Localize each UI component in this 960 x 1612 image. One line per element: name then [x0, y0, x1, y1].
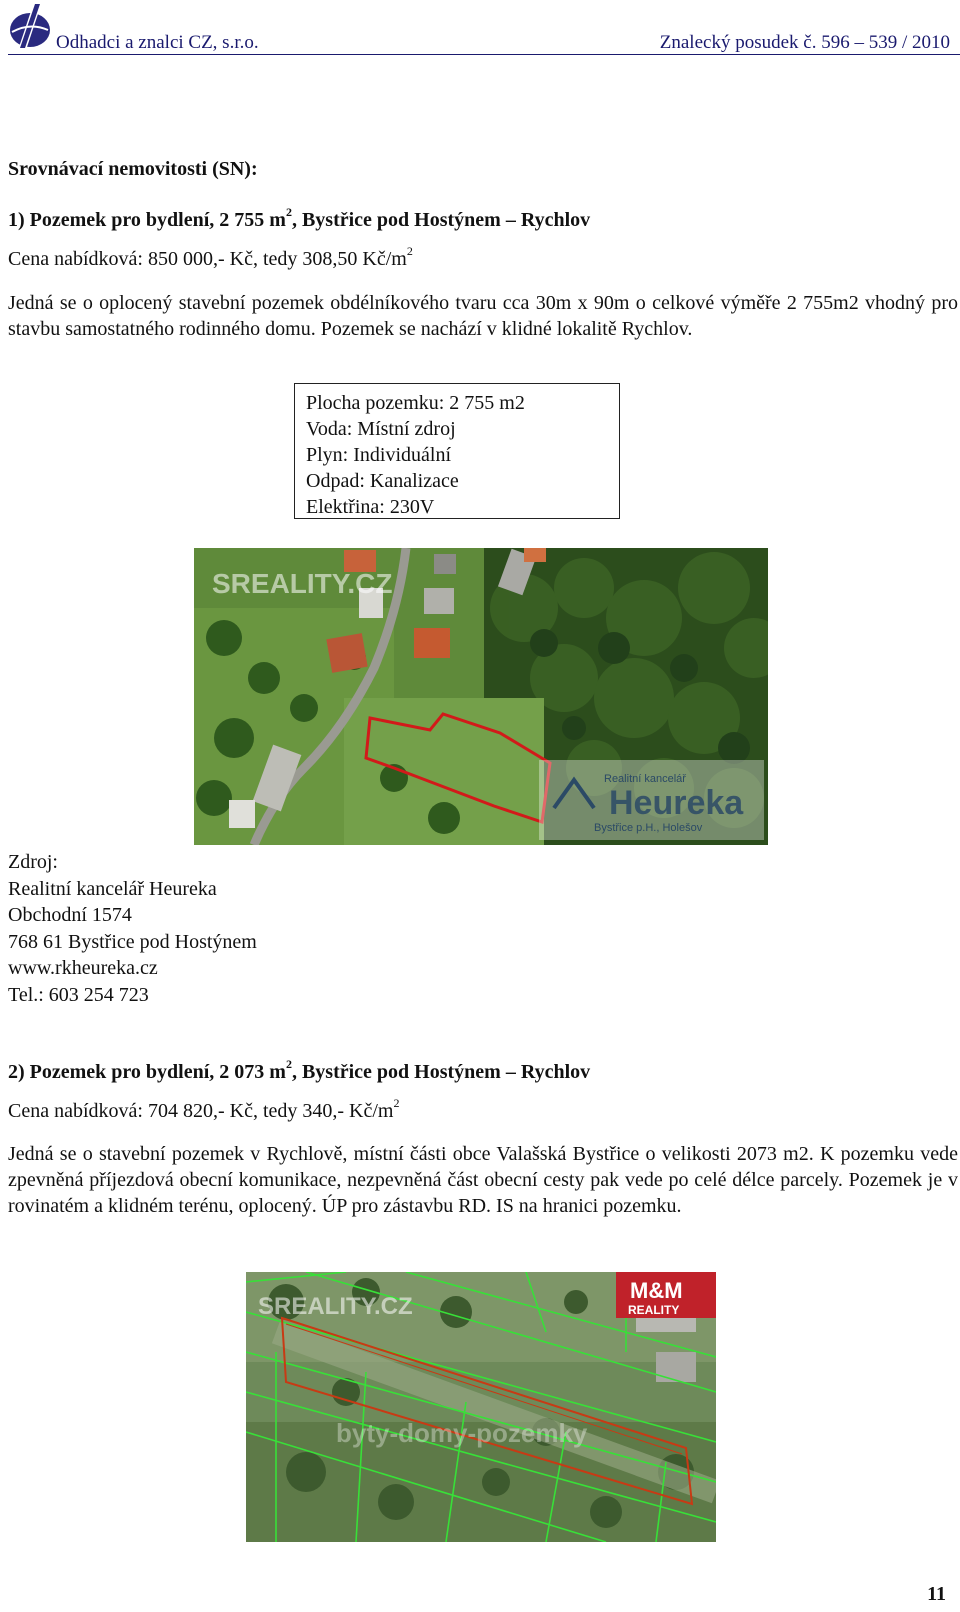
photo1-logo-sub: Bystřice p.H., Holešov	[594, 822, 703, 834]
infobox-gas: Plyn: Individuální	[306, 444, 451, 466]
page-number: 11	[927, 1583, 946, 1605]
section-title: Srovnávací nemovitosti (SN):	[8, 158, 258, 180]
company-logo-icon	[8, 0, 52, 52]
source-website: www.rkheureka.cz	[8, 957, 158, 979]
photo1-logo-main: Heureka	[609, 784, 744, 822]
report-number: Znalecký posudek č. 596 – 539 / 2010	[659, 32, 950, 53]
listing1-source	[8, 849, 257, 1008]
infobox-area: Plocha pozemku: 2 755 m2	[306, 392, 525, 414]
photo2-logo-sub: REALITY	[628, 1303, 680, 1317]
listing1-infobox	[294, 383, 620, 519]
infobox-electricity: Elektřina: 230V	[306, 496, 435, 518]
infobox-sewage: Odpad: Kanalizace	[306, 470, 459, 492]
listing2-price: Cena nabídková: 704 820,- Kč, tedy 340,- $Kč/m^2$	[8, 1096, 400, 1122]
photo1-watermark: SREALITY.CZ	[212, 568, 393, 599]
listing2-aerial-photo	[246, 1272, 716, 1542]
photo2-logo-main: M&M	[630, 1278, 683, 1303]
company-name: Odhadci a znalci CZ, s.r.o.	[56, 32, 259, 53]
source-label: Zdroj:	[8, 851, 58, 873]
listing1-description: Jedná se o oplocený stavební pozemek obdélníkového tvaru cca 30m x 90m o celkové výměře 2 755m2 vhodný pro stavbu samostatného rodinného domu. Pozemek se nachází v klidné lokalitě Rychlov.	[8, 292, 958, 340]
header-divider	[8, 54, 960, 55]
listing1-aerial-photo	[194, 548, 768, 845]
source-agency: Realitní kancelář Heureka	[8, 877, 217, 900]
infobox-water: Voda: Místní zdroj	[306, 418, 456, 440]
source-city: 768 61 Bystřice pod Hostýnem	[8, 930, 257, 953]
source-street: Obchodní 1574	[8, 904, 132, 926]
photo2-watermark2: byty-domy-pozemky	[336, 1418, 588, 1448]
photo1-logo-top: Realitní kancelář	[604, 773, 686, 785]
listing1-price: Cena nabídková: 850 000,- Kč, tedy 308,50 $Kč/m^2$	[8, 244, 413, 270]
listing2-description: Jedná se o stavební pozemek v Rychlově, místní části obce Valašská Bystřice o velikosti 2073 m2. K pozemku vede zpevněná příjezdová obecní komunikace, nezpevněná část obecní cesty pak vede po celé délce parcely. Pozemek je v rovinatém a klidném terénu, oplocený. ÚP pro zástavbu RD. IS na hranici pozemku.	[8, 1143, 958, 1217]
listing2-title: 2) Pozemek pro bydlení, 2 073 $m^2$, Bystřice pod Hostýnem – Rychlov	[8, 1057, 591, 1083]
photo2-watermark: SREALITY.CZ	[258, 1293, 413, 1320]
page-header	[8, 0, 956, 58]
source-phone: Tel.: 603 254 723	[8, 983, 149, 1006]
listing1-title: 1) Pozemek pro bydlení, 2 755 $m^2$, Bystřice pod Hostýnem – Rychlov	[8, 205, 591, 231]
